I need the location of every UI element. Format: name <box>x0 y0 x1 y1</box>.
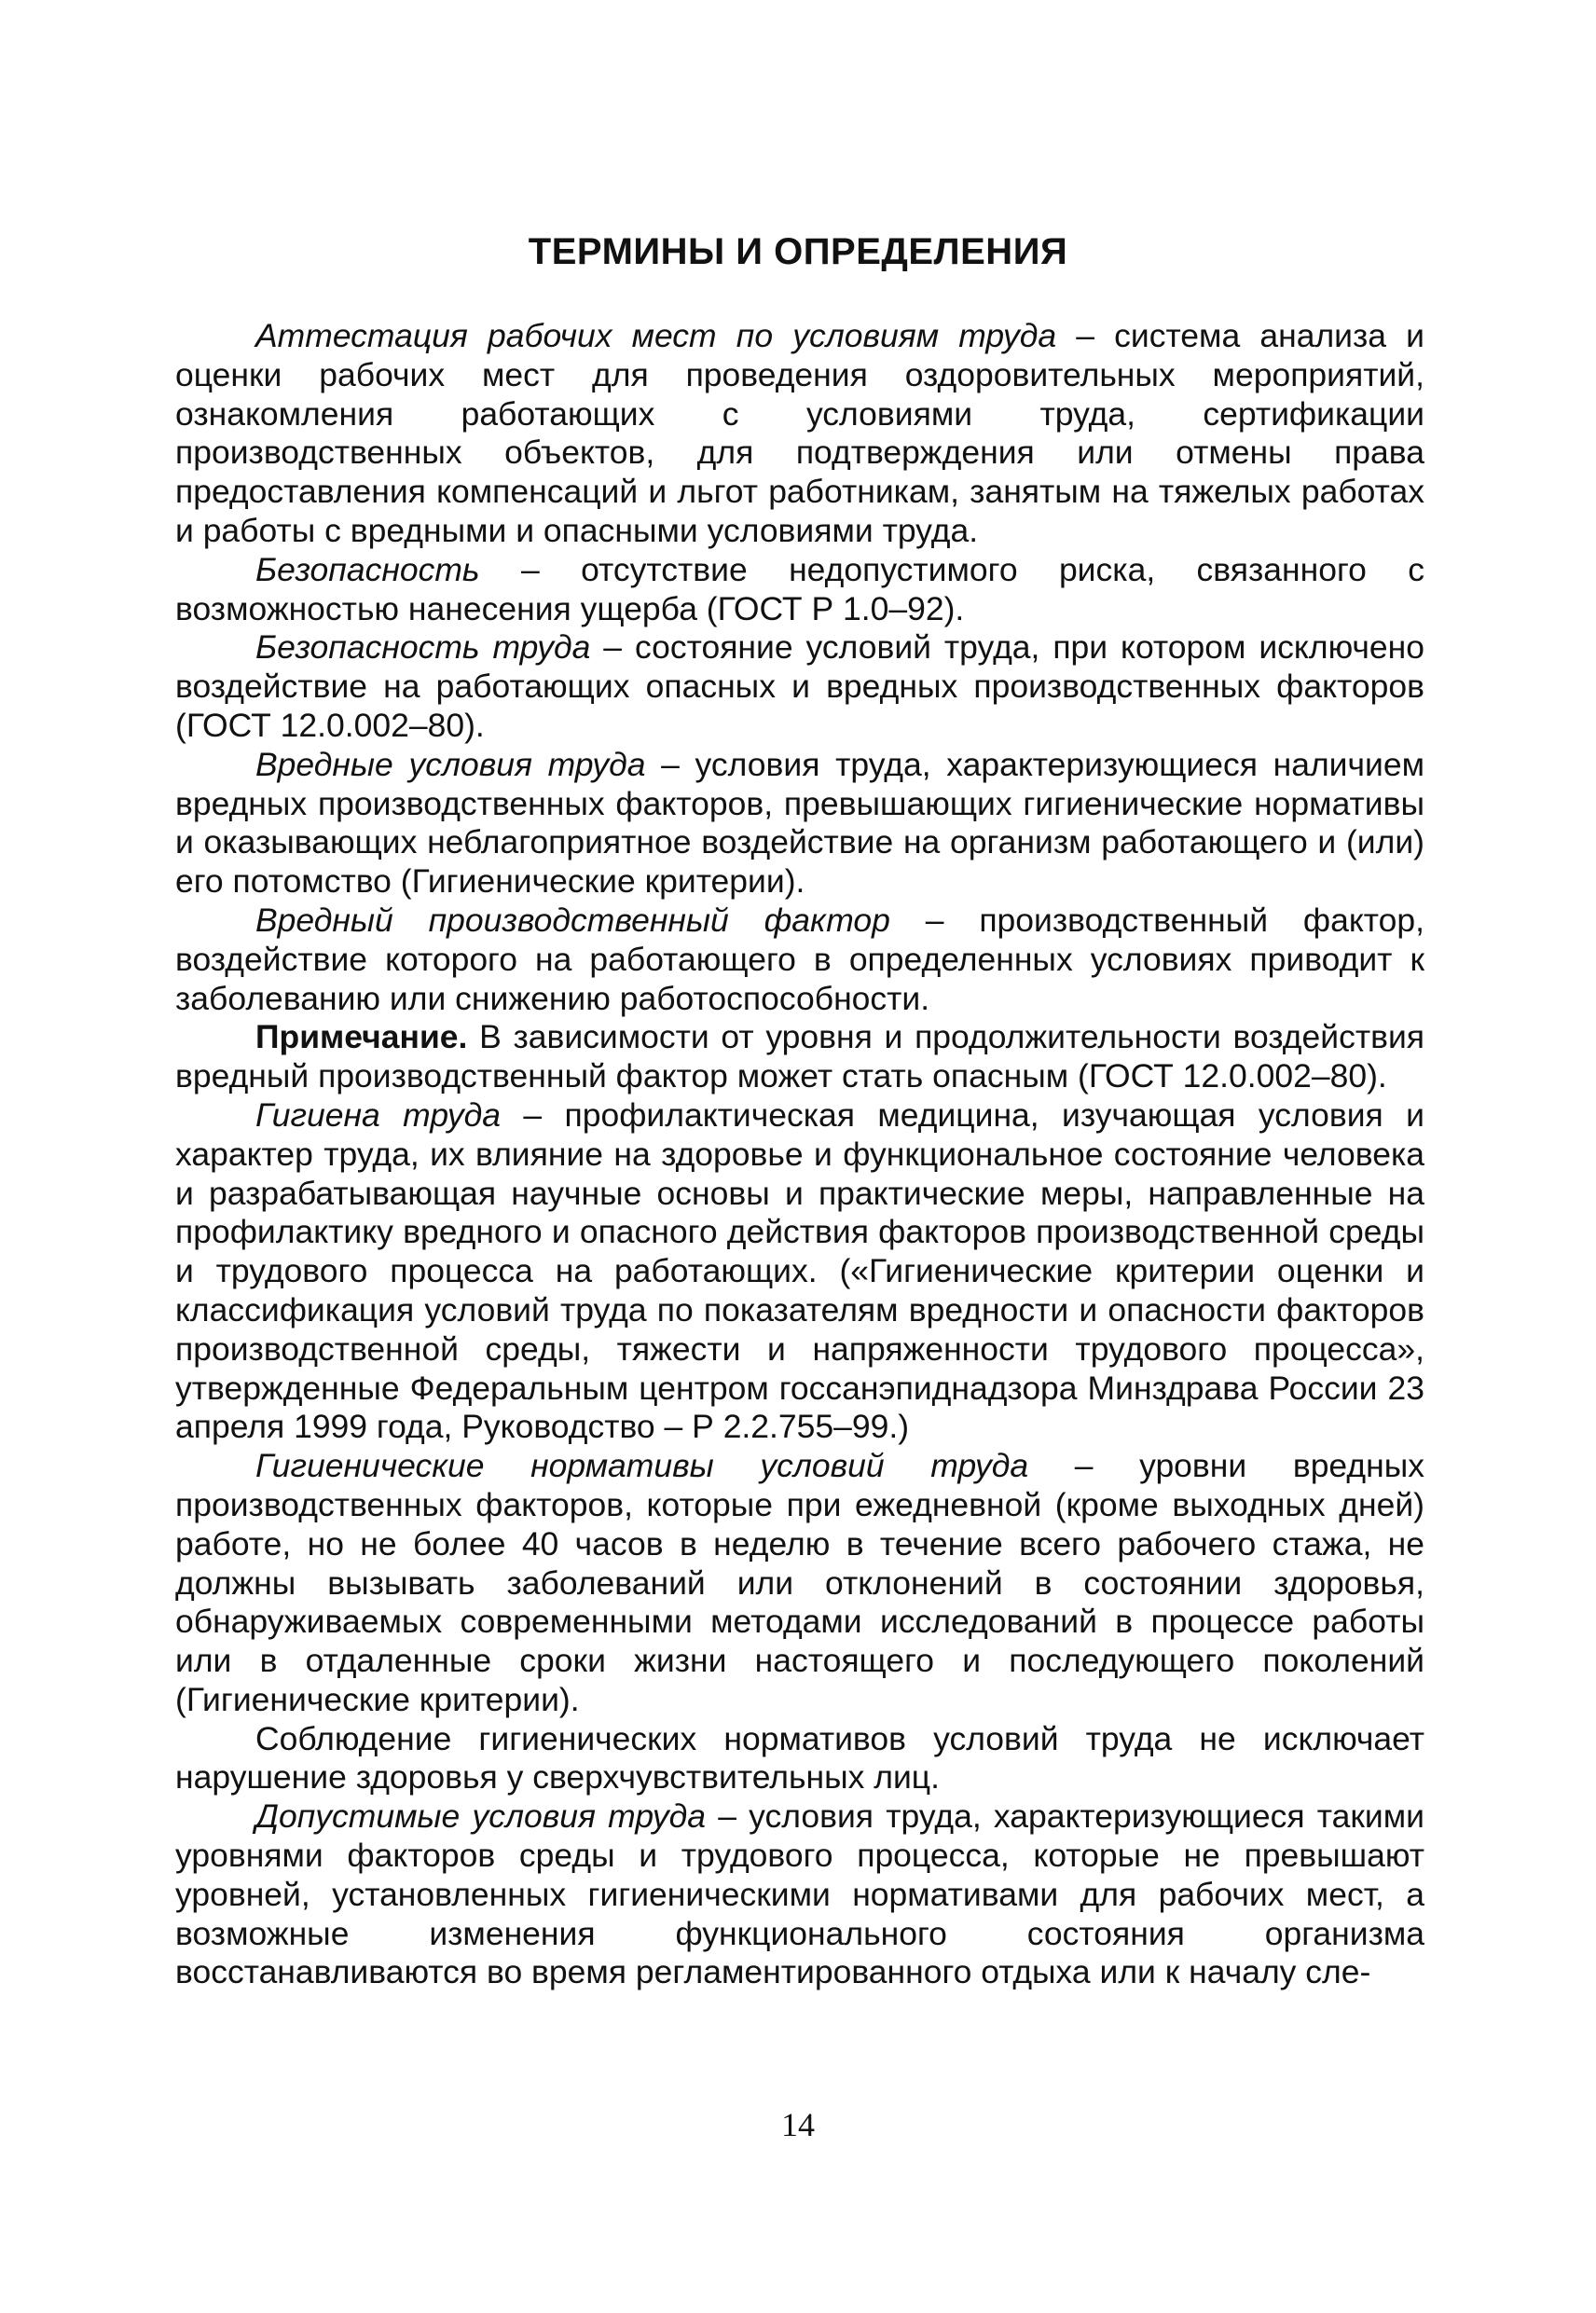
definitions-body <box>175 317 1424 1992</box>
definition-term: Допустимые условия труда <box>255 1797 707 1836</box>
definition-text: – отсутствие недопустимого риска, связанного с возможностью нанесения ущерба (ГОСТ Р 1.0–92). <box>175 550 1424 627</box>
page-number: 14 <box>781 2106 815 2143</box>
definition-term: Вредные условия труда <box>255 745 646 783</box>
definition-paragraph <box>175 628 1424 745</box>
page-heading: ТЕРМИНЫ И ОПРЕДЕЛЕНИЯ <box>528 231 1068 272</box>
definition-text: – профилактическая медицина, изучающая условия и характер труда, их влияние на здоровье и функциональное состояние человека и разрабатывающая научные основы и практические меры, направленные на профилактику вредного и опасного действия факторов производственной среды и трудового процесса на работающих. («Гигиенические критерии оценки и классификация условий труда по показателям вредности и опасности факторов производственной среды, тяжести и напряженности трудового процесса», утвержденные Федеральным центром госсанэпиднадзора Минздрава России 23 апреля 1999 года, Руководство – Р 2.2.755–99.) <box>175 1095 1424 1446</box>
definition-paragraph <box>175 317 1424 551</box>
definition-term: Вредный производственный фактор <box>255 901 890 939</box>
definition-text: – производственный фактор, воздействие которого на работающего в определенных условиях приводит к заболеванию или снижению работоспособности. <box>175 901 1425 1017</box>
definition-paragraph <box>175 1797 1424 1992</box>
definition-paragraph <box>175 746 1424 902</box>
note-paragraph <box>175 1018 1424 1096</box>
note-label: Примечание. <box>255 1018 468 1056</box>
definition-text: – система анализа и оценки рабочих мест для проведения оздоровительных мероприятий, ознакомления работающих с условиями труда, сертификации производственных объектов, для подтверждения или отмены права предоставления компенсаций и льгот работникам, занятым на тяжелых работах и работы с вредными и опасными условиями труда. <box>175 317 1424 549</box>
note-text: В зависимости от уровня и продолжительности воздействия вредный производственный фактор может стать опасным (ГОСТ 12.0.002–80). <box>175 1018 1424 1095</box>
definition-term: Безопасность труда <box>255 628 591 667</box>
definition-term: Гигиенические нормативы условий труда <box>255 1447 1029 1485</box>
definition-paragraph <box>175 1096 1424 1447</box>
definition-paragraph <box>175 551 1424 629</box>
definition-term: Гигиена труда <box>255 1095 501 1134</box>
definition-text: – уровни вредных производственных факторов, которые при ежедневной (кроме выходных дней) работе, но не более 40 часов в неделю в течение всего рабочего стажа, не должны вызывать заболеваний или отклонений в состоянии здоровья, обнаруживаемых современными методами исследований в процессе работы или в отдаленные сроки жизни настоящего и последующего поколений (Гигиенические критерии). <box>175 1447 1424 1718</box>
definition-text: – условия труда, характеризующиеся наличием вредных производственных факторов, превышающих гигиенические нормативы и оказывающих неблагоприятное воздействие на организм работающего и (или) его потомство (Гигиенические критерии). <box>175 745 1424 901</box>
definition-text: – условия труда, характеризующиеся такими уровнями факторов среды и трудового процесса, которые не превышают уровней, установленных гигиеническими нормативами для рабочих мест, а возможные изменения функционального состояния организма восстанавливаются во время регламентированного отдыха или к началу сле- <box>175 1797 1424 1991</box>
definition-text: – состояние условий труда, при котором исключено воздействие на работающих опасных и вредных производственных факторов (ГОСТ 12.0.002–80). <box>175 628 1425 744</box>
definition-paragraph <box>175 902 1424 1018</box>
plain-paragraph: Соблюдение гигиенических нормативов условий труда не исключает нарушение здоровья у сверхчувствительных лиц. <box>175 1719 1424 1797</box>
definition-paragraph <box>175 1447 1424 1720</box>
definition-term: Безопасность <box>255 550 480 588</box>
definition-term: Аттестация рабочих мест по условиям труда <box>255 317 1057 354</box>
